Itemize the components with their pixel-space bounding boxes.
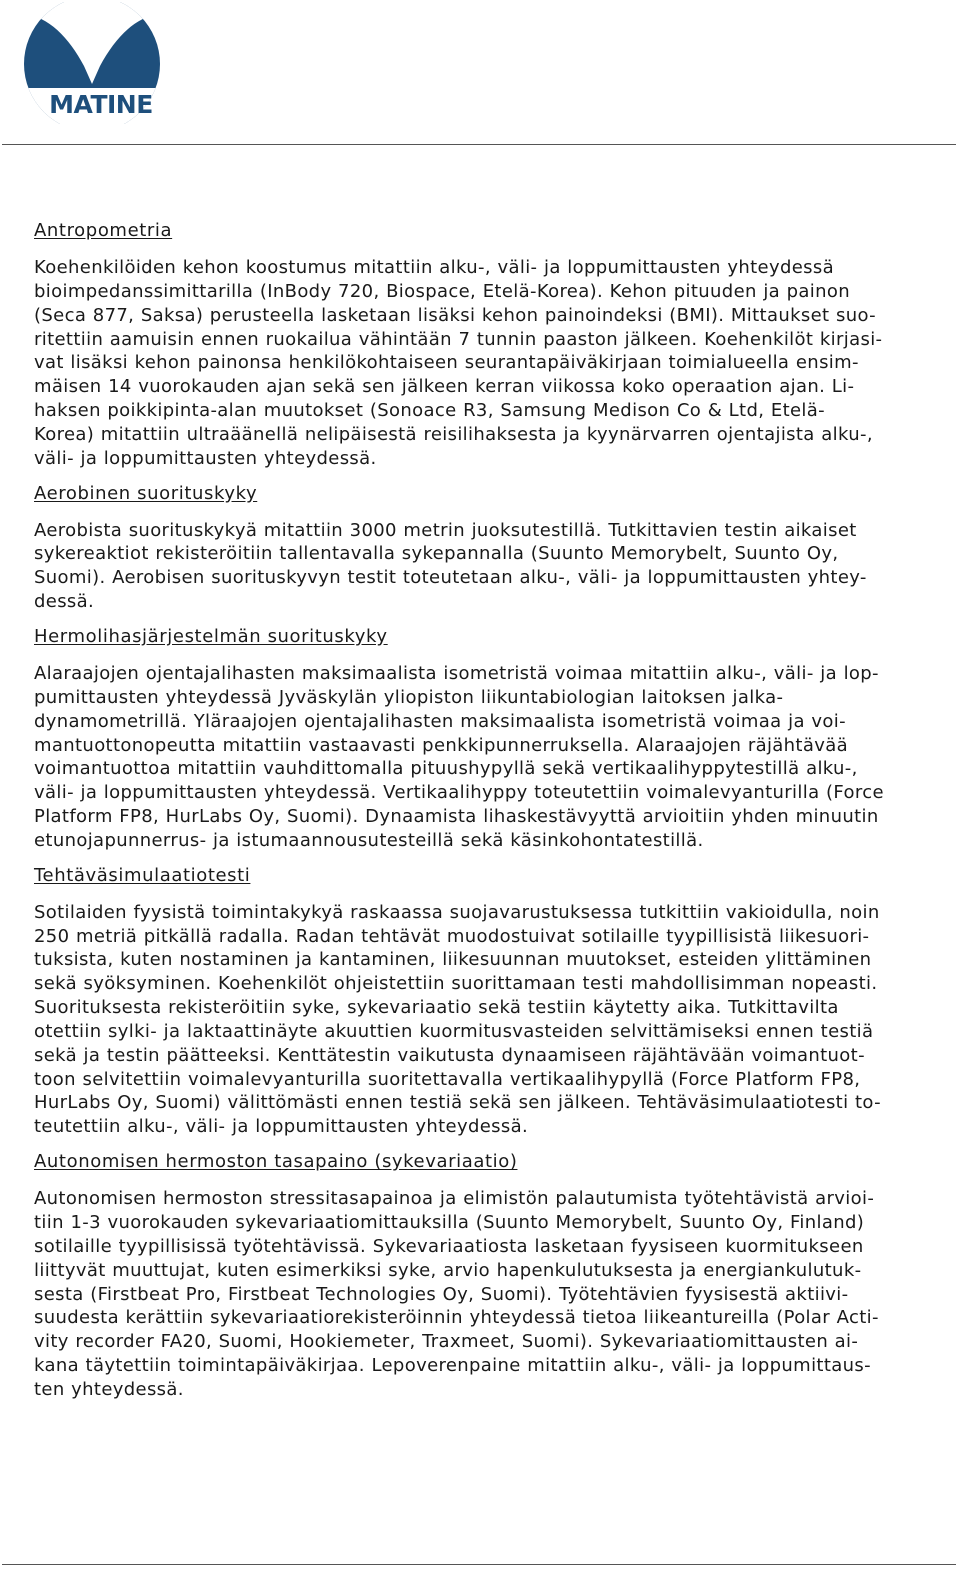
page-header	[0, 0, 960, 148]
paragraph-line: tiin 1-3 vuorokauden sykevariaatiomittauksilla (Suunto Memorybelt, Suunto Oy, Finland)	[34, 1212, 865, 1233]
section-paragraph	[34, 662, 930, 853]
logo-wordmark: MATINE	[49, 90, 153, 119]
paragraph-line: Sotilaiden fyysistä toimintakykyä raskaassa suojavarustuksessa tutkittiin vakioidulla, noin	[34, 901, 880, 923]
paragraph-line: liittyvät muuttujat, kuten esimerkiksi syke, arvio hapenkulutuksesta ja energiankulutuk-	[34, 1259, 862, 1281]
paragraph-line: mäisen 14 vuorokauden ajan sekä sen jälkeen kerran viikossa koko operaation ajan. Li-	[34, 376, 855, 398]
paragraph-line: mantuottonopeutta mitattiin vastaavasti penkkipunnerruksella. Alaraajojen räjähtävää	[34, 734, 848, 756]
section-paragraph	[34, 901, 930, 1139]
paragraph-line: sesta (Firstbeat Pro, Firstbeat Technologies Oy, Suomi). Työtehtävien fyysisestä aktiivi-	[34, 1283, 849, 1305]
footer-divider	[2, 1564, 956, 1565]
paragraph-line: dessä.	[34, 591, 95, 613]
paragraph-line: haksen poikkipinta-alan muutokset (Sonoace R3, Samsung Medison Co & Ltd, Etelä-	[34, 400, 826, 422]
paragraph-line: sotilaille tyypillisissä työtehtävissä. Sykevariaatiosta lasketaan fyysiseen kuormitukseen	[34, 1235, 864, 1257]
section-paragraph	[34, 519, 930, 614]
paragraph-line: otettiin sylki- ja laktaattinäyte akuuttien kuormitusvasteiden selvittämiseksi ennen testiä	[34, 1020, 874, 1042]
paragraph-line: sekä ja testin päätteeksi. Kenttätestin vaikutusta dynaamiseen räjähtävään voimantuot-	[34, 1044, 865, 1066]
paragraph-line: Korea) mitattiin ultraäänellä nelipäisestä reisilihaksesta ja kyynärvarren ojentajista alku-,	[34, 423, 873, 445]
paragraph-line: sekä syöksyminen. Koehenkilöt ohjeistettiin suorittamaan testi mahdollisimman nopeasti.	[34, 973, 878, 995]
paragraph-line: voimantuottoa mitattiin vauhdittomalla pituushypyllä sekä vertikaalihyppytestillä alku-,	[34, 758, 858, 780]
paragraph-line: (Seca 877, Saksa) perusteella lasketaan lisäksi kehon painoindeksi (BMI). Mittaukset suo-	[34, 304, 877, 326]
section-heading: Antropometria	[34, 220, 173, 241]
paragraph-line: ten yhteydessä.	[34, 1378, 184, 1400]
paragraph-line: Alaraajojen ojentajalihasten maksimaalista isometristä voimaa mitattiin alku-, väli- ja lop-	[34, 662, 879, 684]
paragraph-line: ritettiin aamuisin ennen ruokailua vähintään 7 tunnin paaston jälkeen. Koehenkilöt kirjasi-	[34, 328, 883, 350]
paragraph-line: väli- ja loppumittausten yhteydessä.	[34, 447, 377, 469]
paragraph-line: Autonomisen hermoston stressitasapainoa ja elimistön palautumista työtehtävistä arvioi-	[34, 1188, 875, 1210]
paragraph-line: tuksista, kuten nostaminen ja kantaminen, liikesuunnan muutokset, esteiden ylittäminen	[34, 949, 872, 971]
paragraph-line: vity recorder FA20, Suomi, Hookiemeter, Traxmeet, Suomi). Sykevariaatiomittausten ai-	[34, 1331, 859, 1353]
section-paragraph	[34, 256, 930, 471]
header-divider	[2, 144, 956, 145]
paragraph-line: Suomi). Aerobisen suorituskyvyn testit toteutetaan alku-, väli- ja loppumittausten yhtey-	[34, 567, 867, 589]
paragraph-line: Suorituksesta rekisteröitiin syke, sykevariaatio sekä testiin käytetty aika. Tutkittavilta	[34, 997, 839, 1019]
section-heading: Hermolihasjärjestelmän suorituskyky	[34, 625, 388, 647]
paragraph-line: dynamometrillä. Yläraajojen ojentajalihasten maksimaalista isometristä voimaa ja voi-	[34, 710, 846, 732]
section-heading: Aerobinen suorituskyky	[34, 482, 258, 504]
paragraph-line: toon selvitettiin voimalevyanturilla suoritettavalla vertikaalihypyllä (Force Platform FP8,	[34, 1068, 861, 1090]
section-heading: Autonomisen hermoston tasapaino (sykevariaatio)	[34, 1151, 518, 1173]
paragraph-line: väli- ja loppumittausten yhteydessä. Vertikaalihyppy toteutettiin voimalevyanturilla (Force	[34, 782, 884, 804]
section-heading: Tehtäväsimulaatiotesti	[34, 864, 251, 886]
matine-logo	[20, 2, 164, 124]
paragraph-line: Platform FP8, HurLabs Oy, Suomi). Dynaamista lihaskestävyyttä arvioitiin yhden minuutin	[34, 806, 879, 828]
paragraph-line: kana täytettiin toimintapäiväkirjaa. Lepoverenpaine mitattiin alku-, väli- ja loppumittaus-	[34, 1355, 871, 1377]
paragraph-line: 250 metriä pitkällä radalla. Radan tehtävät muodostuivat sotilaille tyypillisistä liikesuori-	[34, 925, 870, 947]
paragraph-line: Koehenkilöiden kehon koostumus mitattiin alku-, väli- ja loppumittausten yhteydessä	[34, 257, 835, 278]
paragraph-line: Aerobista suorituskykyä mitattiin 3000 metrin juoksutestillä. Tutkittavien testin aikaiset	[34, 519, 857, 541]
section-paragraph	[34, 1187, 930, 1402]
paragraph-line: etunojapunnerrus- ja istumaannousutesteillä sekä käsinkohontatestillä.	[34, 829, 704, 851]
paragraph-line: suudesta kerättiin sykevariaatiorekisteröinnin yhteydessä tietoa liikeantureilla (Polar Acti-	[34, 1307, 879, 1329]
paragraph-line: vat lisäksi kehon painonsa henkilökohtaiseen seurantapäiväkirjaan toimialueella ensim-	[34, 352, 859, 374]
paragraph-line: pumittausten yhteydessä Jyväskylän yliopiston liikuntabiologian laitoksen jalka-	[34, 686, 784, 708]
paragraph-line: teutettiin alku-, väli- ja loppumittausten yhteydessä.	[34, 1116, 529, 1138]
paragraph-line: HurLabs Oy, Suomi) välittömästi ennen testiä sekä sen jälkeen. Tehtäväsimulaatiotesti to-	[34, 1092, 881, 1114]
document-body	[34, 219, 930, 1413]
paragraph-line: bioimpedanssimittarilla (InBody 720, Biospace, Etelä-Korea). Kehon pituuden ja painon	[34, 280, 851, 302]
paragraph-line: sykereaktiot rekisteröitiin tallentavalla sykepannalla (Suunto Memorybelt, Suunto Oy,	[34, 543, 839, 565]
